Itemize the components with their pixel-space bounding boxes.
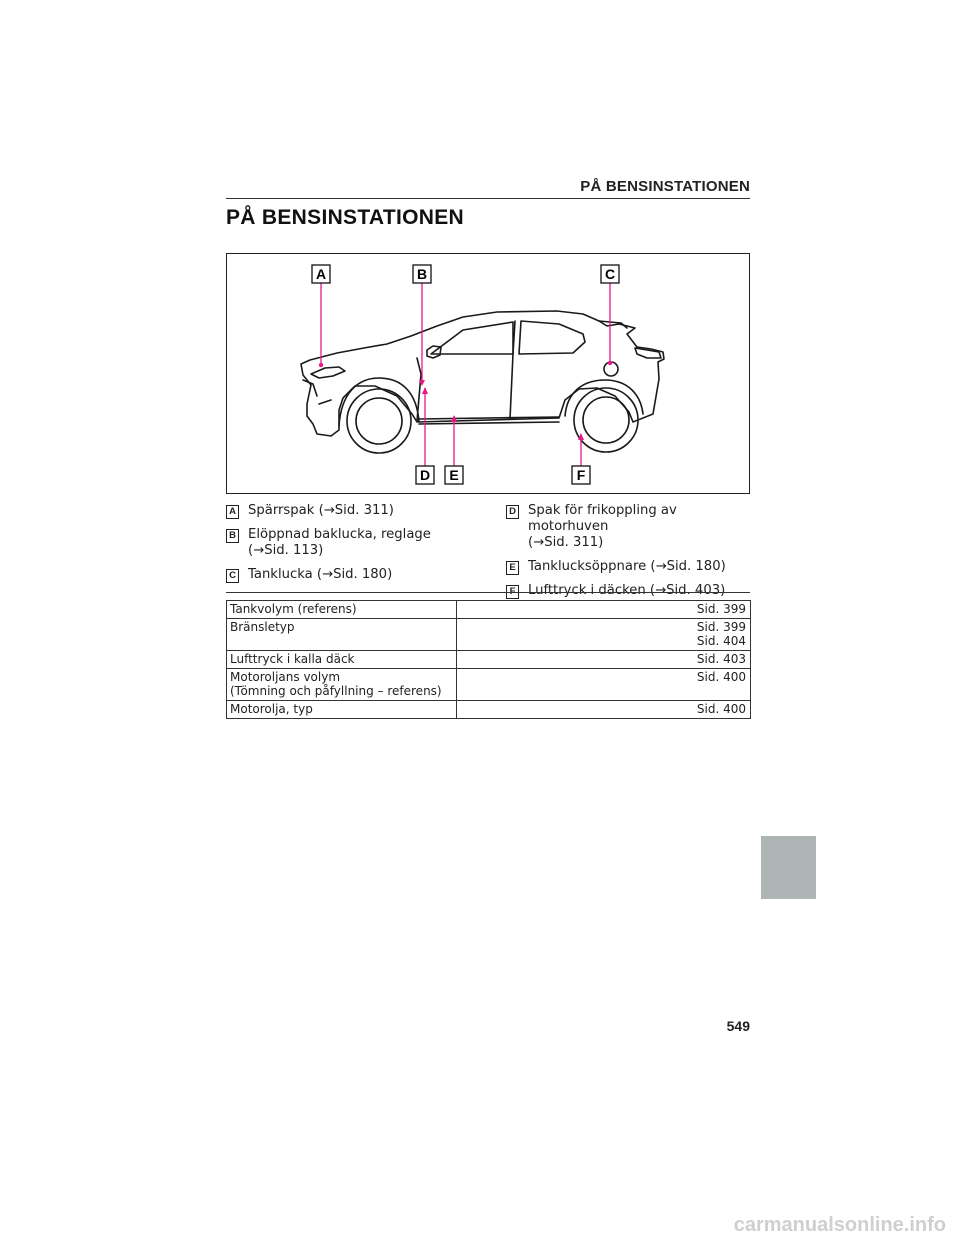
arrow-icon: → xyxy=(322,567,334,582)
table-cell-label xyxy=(227,651,457,669)
callout-ref-a[interactable]: Sid. 311) xyxy=(334,503,394,518)
callout-item-f xyxy=(506,583,756,599)
callout-letter-d: D xyxy=(506,505,519,519)
row-label: Lufttryck i kalla däck xyxy=(230,652,355,666)
section-divider xyxy=(226,592,750,593)
arrow-icon: → xyxy=(533,535,545,550)
callout-letter-e: E xyxy=(506,561,519,575)
table-row xyxy=(227,651,751,669)
watermark: carmanualsonline.info xyxy=(733,1214,946,1236)
table-cell-ref xyxy=(457,651,751,669)
table-row xyxy=(227,619,751,651)
running-header: PÅ BENSINSTATIONEN xyxy=(580,178,750,195)
row-ref[interactable]: Sid. 404 xyxy=(696,634,746,648)
row-ref[interactable]: Sid. 399 xyxy=(696,620,746,634)
table-cell-ref xyxy=(457,601,751,619)
figure-label-b: B xyxy=(416,266,428,282)
row-ref[interactable]: Sid. 399 xyxy=(696,602,746,616)
arrow-icon: → xyxy=(323,503,335,518)
callout-text-d-open: ( xyxy=(528,535,534,550)
callout-text-f: Lufttryck i däcken ( xyxy=(528,583,656,598)
callout-text-b: Elöppnad baklucka, reglage xyxy=(248,527,431,542)
figure-label-a: A xyxy=(315,266,327,282)
callout-ref-b[interactable]: Sid. 113) xyxy=(264,543,324,558)
table-cell-label xyxy=(227,601,457,619)
table-row xyxy=(227,701,751,719)
table-cell-ref xyxy=(457,619,751,651)
figure-label-e: E xyxy=(449,467,459,483)
callout-lines xyxy=(319,283,612,466)
row-ref[interactable]: Sid. 403 xyxy=(696,652,746,666)
table-cell-ref xyxy=(457,669,751,701)
row-label: Motoroljans volym xyxy=(230,670,341,684)
figure-label-f: F xyxy=(576,467,586,483)
table-cell-label xyxy=(227,669,457,701)
callout-item-c xyxy=(226,567,476,583)
callout-text-e: Tanklucksöppnare ( xyxy=(528,559,656,574)
callout-item-a xyxy=(226,503,476,519)
page-title: PÅ BENSINSTATIONEN xyxy=(226,206,464,229)
car-illustration xyxy=(227,254,749,493)
row-label: Motorolja, typ xyxy=(230,702,313,716)
chapter-tab xyxy=(761,836,816,899)
callout-ref-f[interactable]: Sid. 403) xyxy=(666,583,726,598)
arrow-icon: → xyxy=(253,543,265,558)
row-label: Tankvolym (referens) xyxy=(230,602,357,616)
callout-text-b-open: ( xyxy=(248,543,254,558)
callout-letter-c: C xyxy=(226,569,239,583)
arrow-icon: → xyxy=(655,559,667,574)
figure-label-d: D xyxy=(419,467,431,483)
table-row xyxy=(227,669,751,701)
callout-letter-a: A xyxy=(226,505,239,519)
callout-ref-e[interactable]: Sid. 180) xyxy=(666,559,726,574)
callout-letter-b: B xyxy=(226,529,239,543)
callout-ref-d[interactable]: Sid. 311) xyxy=(544,535,604,550)
callout-item-e xyxy=(506,559,756,575)
figure-label-c: C xyxy=(604,266,616,282)
callout-letter-f: F xyxy=(506,585,519,599)
callout-list-left xyxy=(226,503,476,591)
callout-item-b xyxy=(226,527,476,559)
table-row xyxy=(227,601,751,619)
reference-table xyxy=(226,600,751,719)
header-rule xyxy=(226,198,750,199)
car-illustration-figure xyxy=(226,253,750,494)
callout-item-d xyxy=(506,503,756,551)
table-cell-label xyxy=(227,701,457,719)
row-ref[interactable]: Sid. 400 xyxy=(696,670,746,684)
callout-text-a: Spärrspak ( xyxy=(248,503,324,518)
callout-ref-c[interactable]: Sid. 180) xyxy=(333,567,393,582)
callout-text-d: Spak för frikoppling av motorhuven xyxy=(528,503,677,534)
callout-text-c: Tanklucka ( xyxy=(248,567,323,582)
arrow-icon: → xyxy=(655,583,667,598)
page-number: 549 xyxy=(726,1018,750,1034)
table-cell-label xyxy=(227,619,457,651)
row-label: Bränsletyp xyxy=(230,620,295,634)
row-label: (Tömning och påfyllning – referens) xyxy=(230,684,442,698)
row-ref[interactable]: Sid. 400 xyxy=(696,702,746,716)
table-cell-ref xyxy=(457,701,751,719)
